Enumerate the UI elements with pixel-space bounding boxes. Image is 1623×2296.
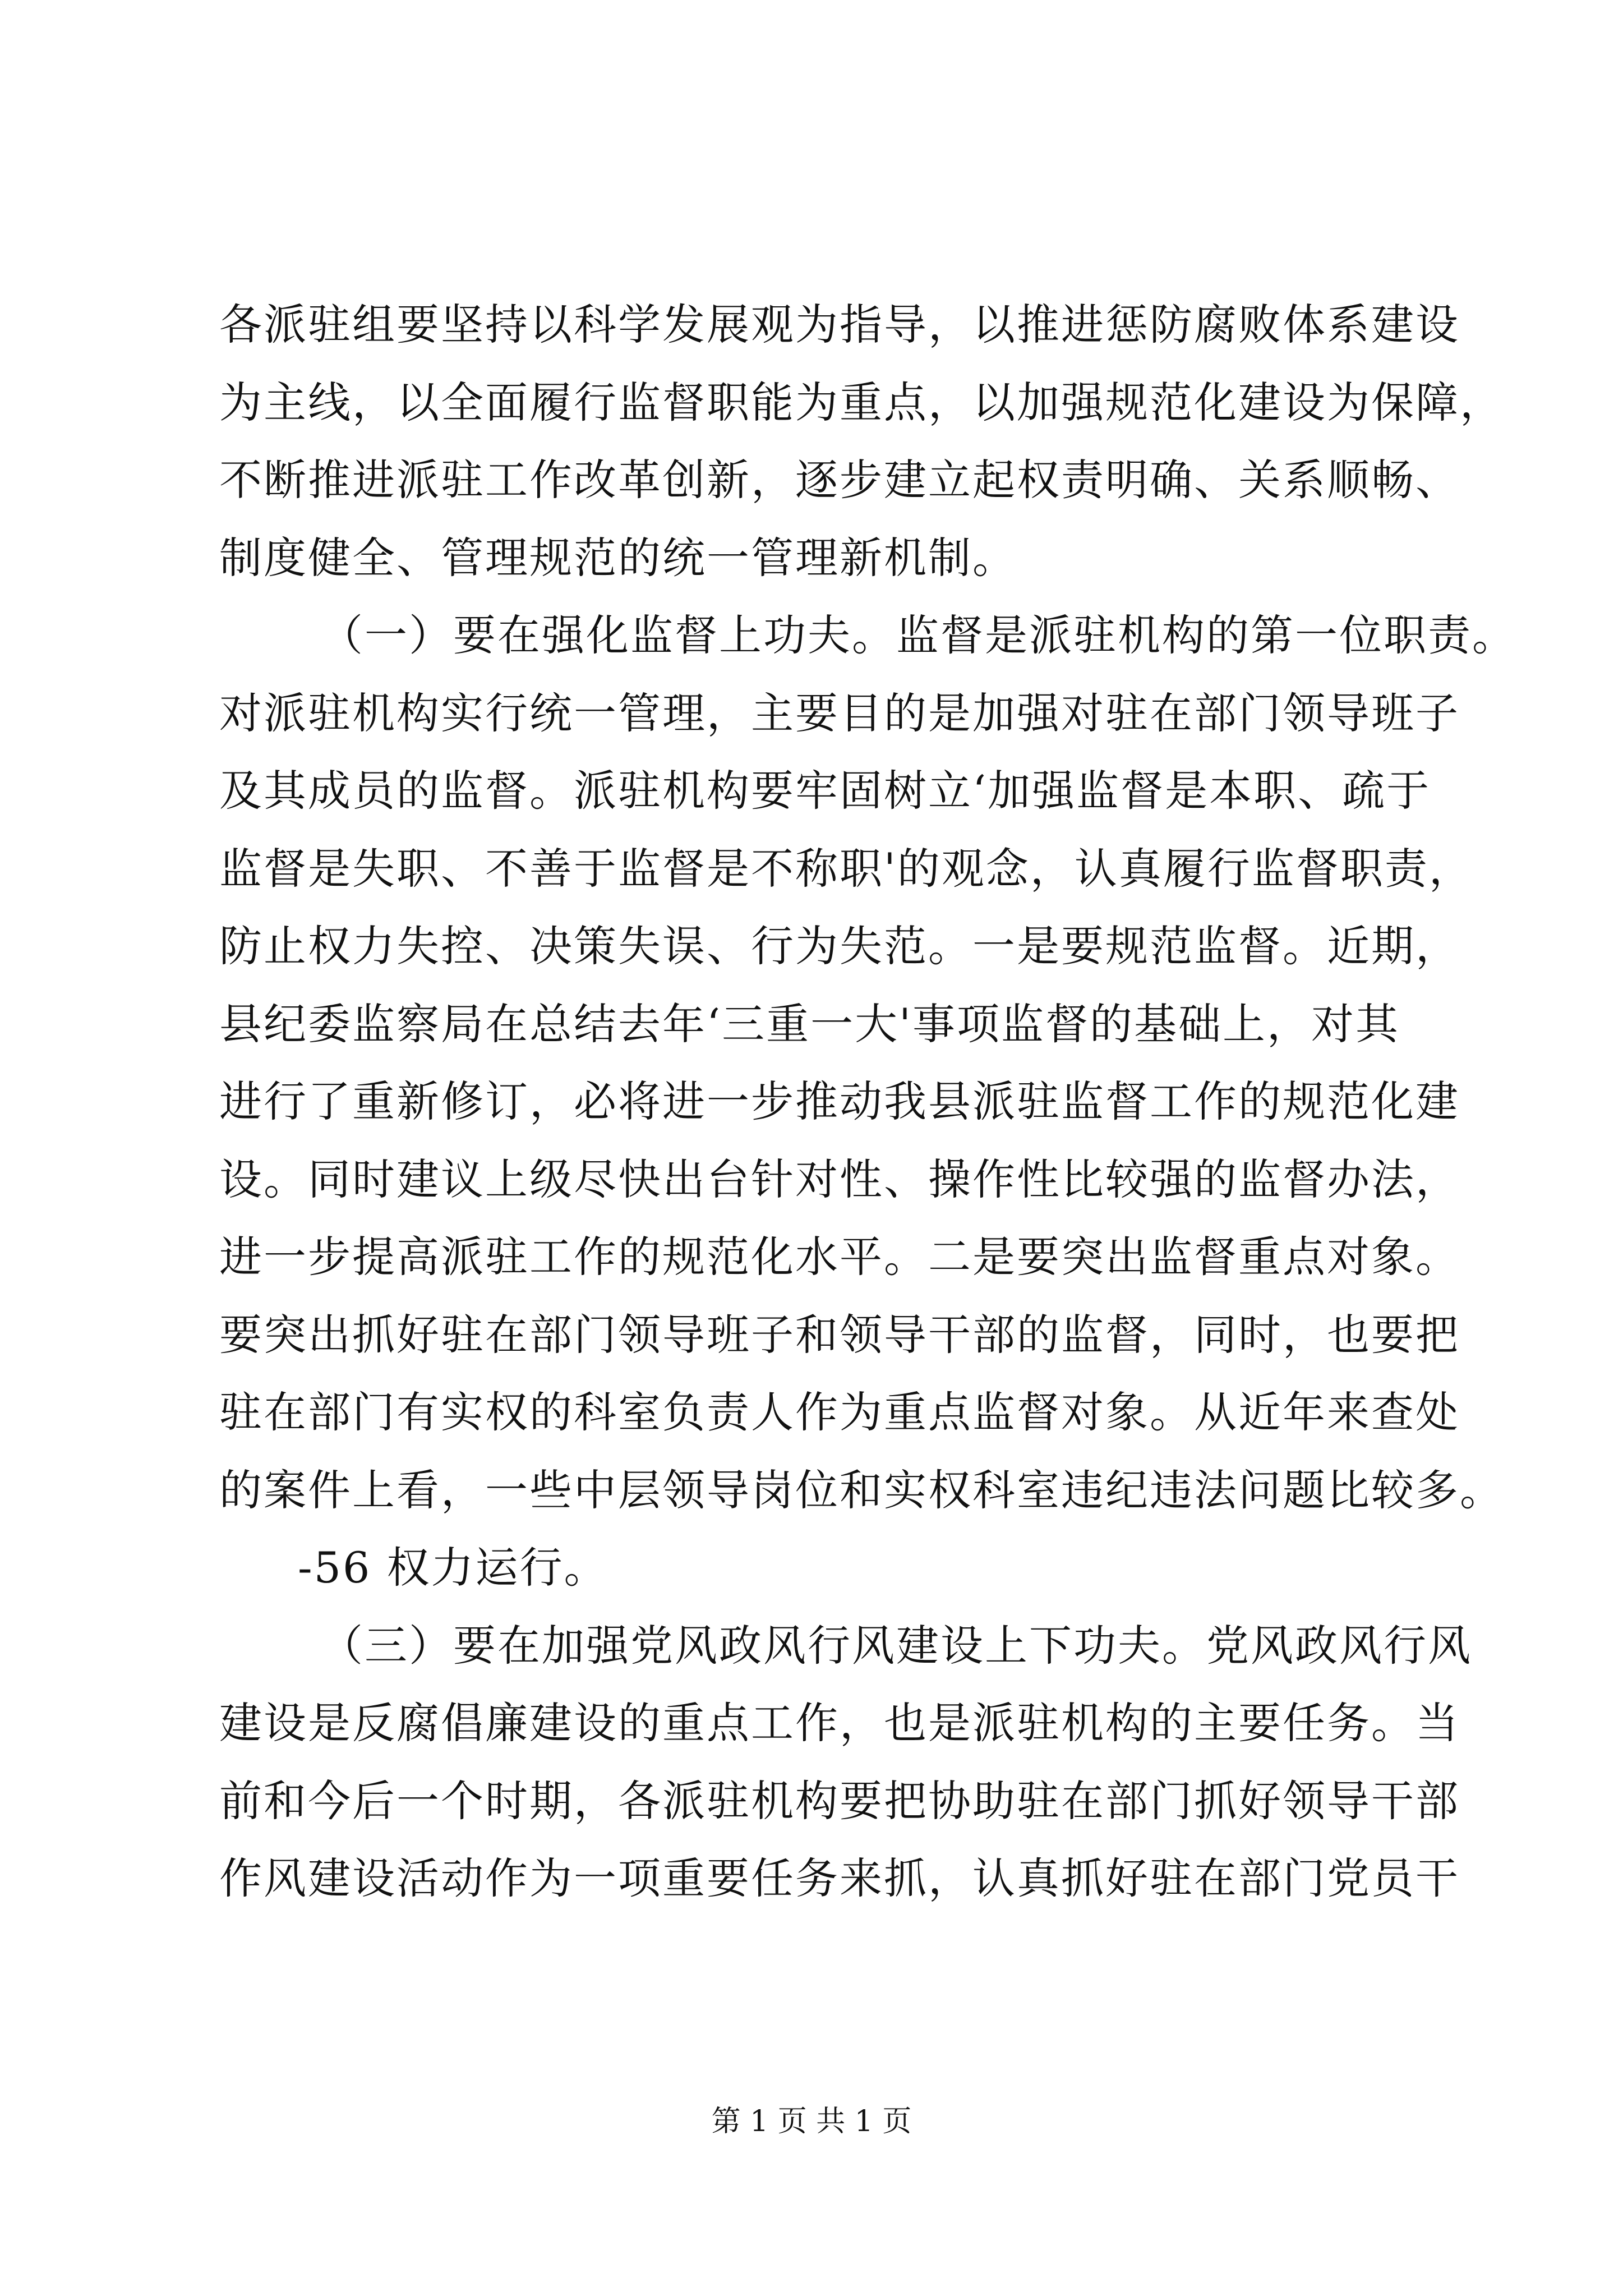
text-line: 建设是反腐倡廉建设的重点工作，也是派驻机构的主要任务。当 [219, 1698, 1460, 1748]
text-line: 进行了重新修订，必将进一步推动我县派驻监督工作的规范化建 [219, 1076, 1460, 1126]
text-line: 各派驻组要坚持以科学发展观为指导，以推进惩防腐败体系建设 [219, 300, 1460, 349]
page-footer: 第 1 页 共 1 页 [711, 2105, 912, 2138]
text-line: 及其成员的监督。派驻机构要牢固树立‘加强监督是本职、疏于 [219, 766, 1431, 816]
paragraph-first-line: （一）要在强化监督上功夫。监督是派驻机构的第一位职责。 [320, 610, 1516, 660]
text-line: 县纪委监察局在总结去年‘三重一大'事项监督的基础上，对其 [219, 999, 1400, 1049]
document-body [219, 286, 1516, 1918]
text-line: 作风建设活动作为一项重要任务来抓，认真抓好驻在部门党员干 [219, 1853, 1460, 1903]
text-line: 防止权力失控、决策失误、行为失范。一是要规范监督。近期， [219, 921, 1460, 971]
text-line: 要突出抓好驻在部门领导班子和领导干部的监督，同时，也要把 [219, 1309, 1460, 1360]
text-line: 前和今后一个时期，各派驻机构要把协助驻在部门抓好领导干部 [219, 1775, 1460, 1826]
text-line: 制度健全、管理规范的统一管理新机制。 [219, 532, 1017, 583]
text-line: 设。同时建议上级尽快出台针对性、操作性比较强的监督办法， [219, 1154, 1460, 1204]
paragraph-first-line: （三）要在加强党风政风行风建设上下功夫。党风政风行风 [320, 1620, 1472, 1671]
text-line: 监督是失职、不善于监督是不称职'的观念，认真履行监督职责， [219, 843, 1473, 894]
paragraph-first-line: -56 权力运行。 [298, 1543, 608, 1593]
text-line: 对派驻机构实行统一管理，主要目的是加强对驻在部门领导班子 [219, 688, 1460, 738]
text-line: 的案件上看，一些中层领导岗位和实权科室违纪违法问题比较多。 [219, 1465, 1504, 1515]
text-line: 进一步提高派驻工作的规范化水平。二是要突出监督重点对象。 [219, 1232, 1460, 1282]
text-line: 为主线，以全面履行监督职能为重点，以加强规范化建设为保障， [219, 377, 1504, 427]
text-line: 不断推进派驻工作改革创新，逐步建立起权责明确、关系顺畅、 [219, 455, 1460, 505]
text-line: 驻在部门有实权的科室负责人作为重点监督对象。从近年来查处 [219, 1387, 1460, 1437]
